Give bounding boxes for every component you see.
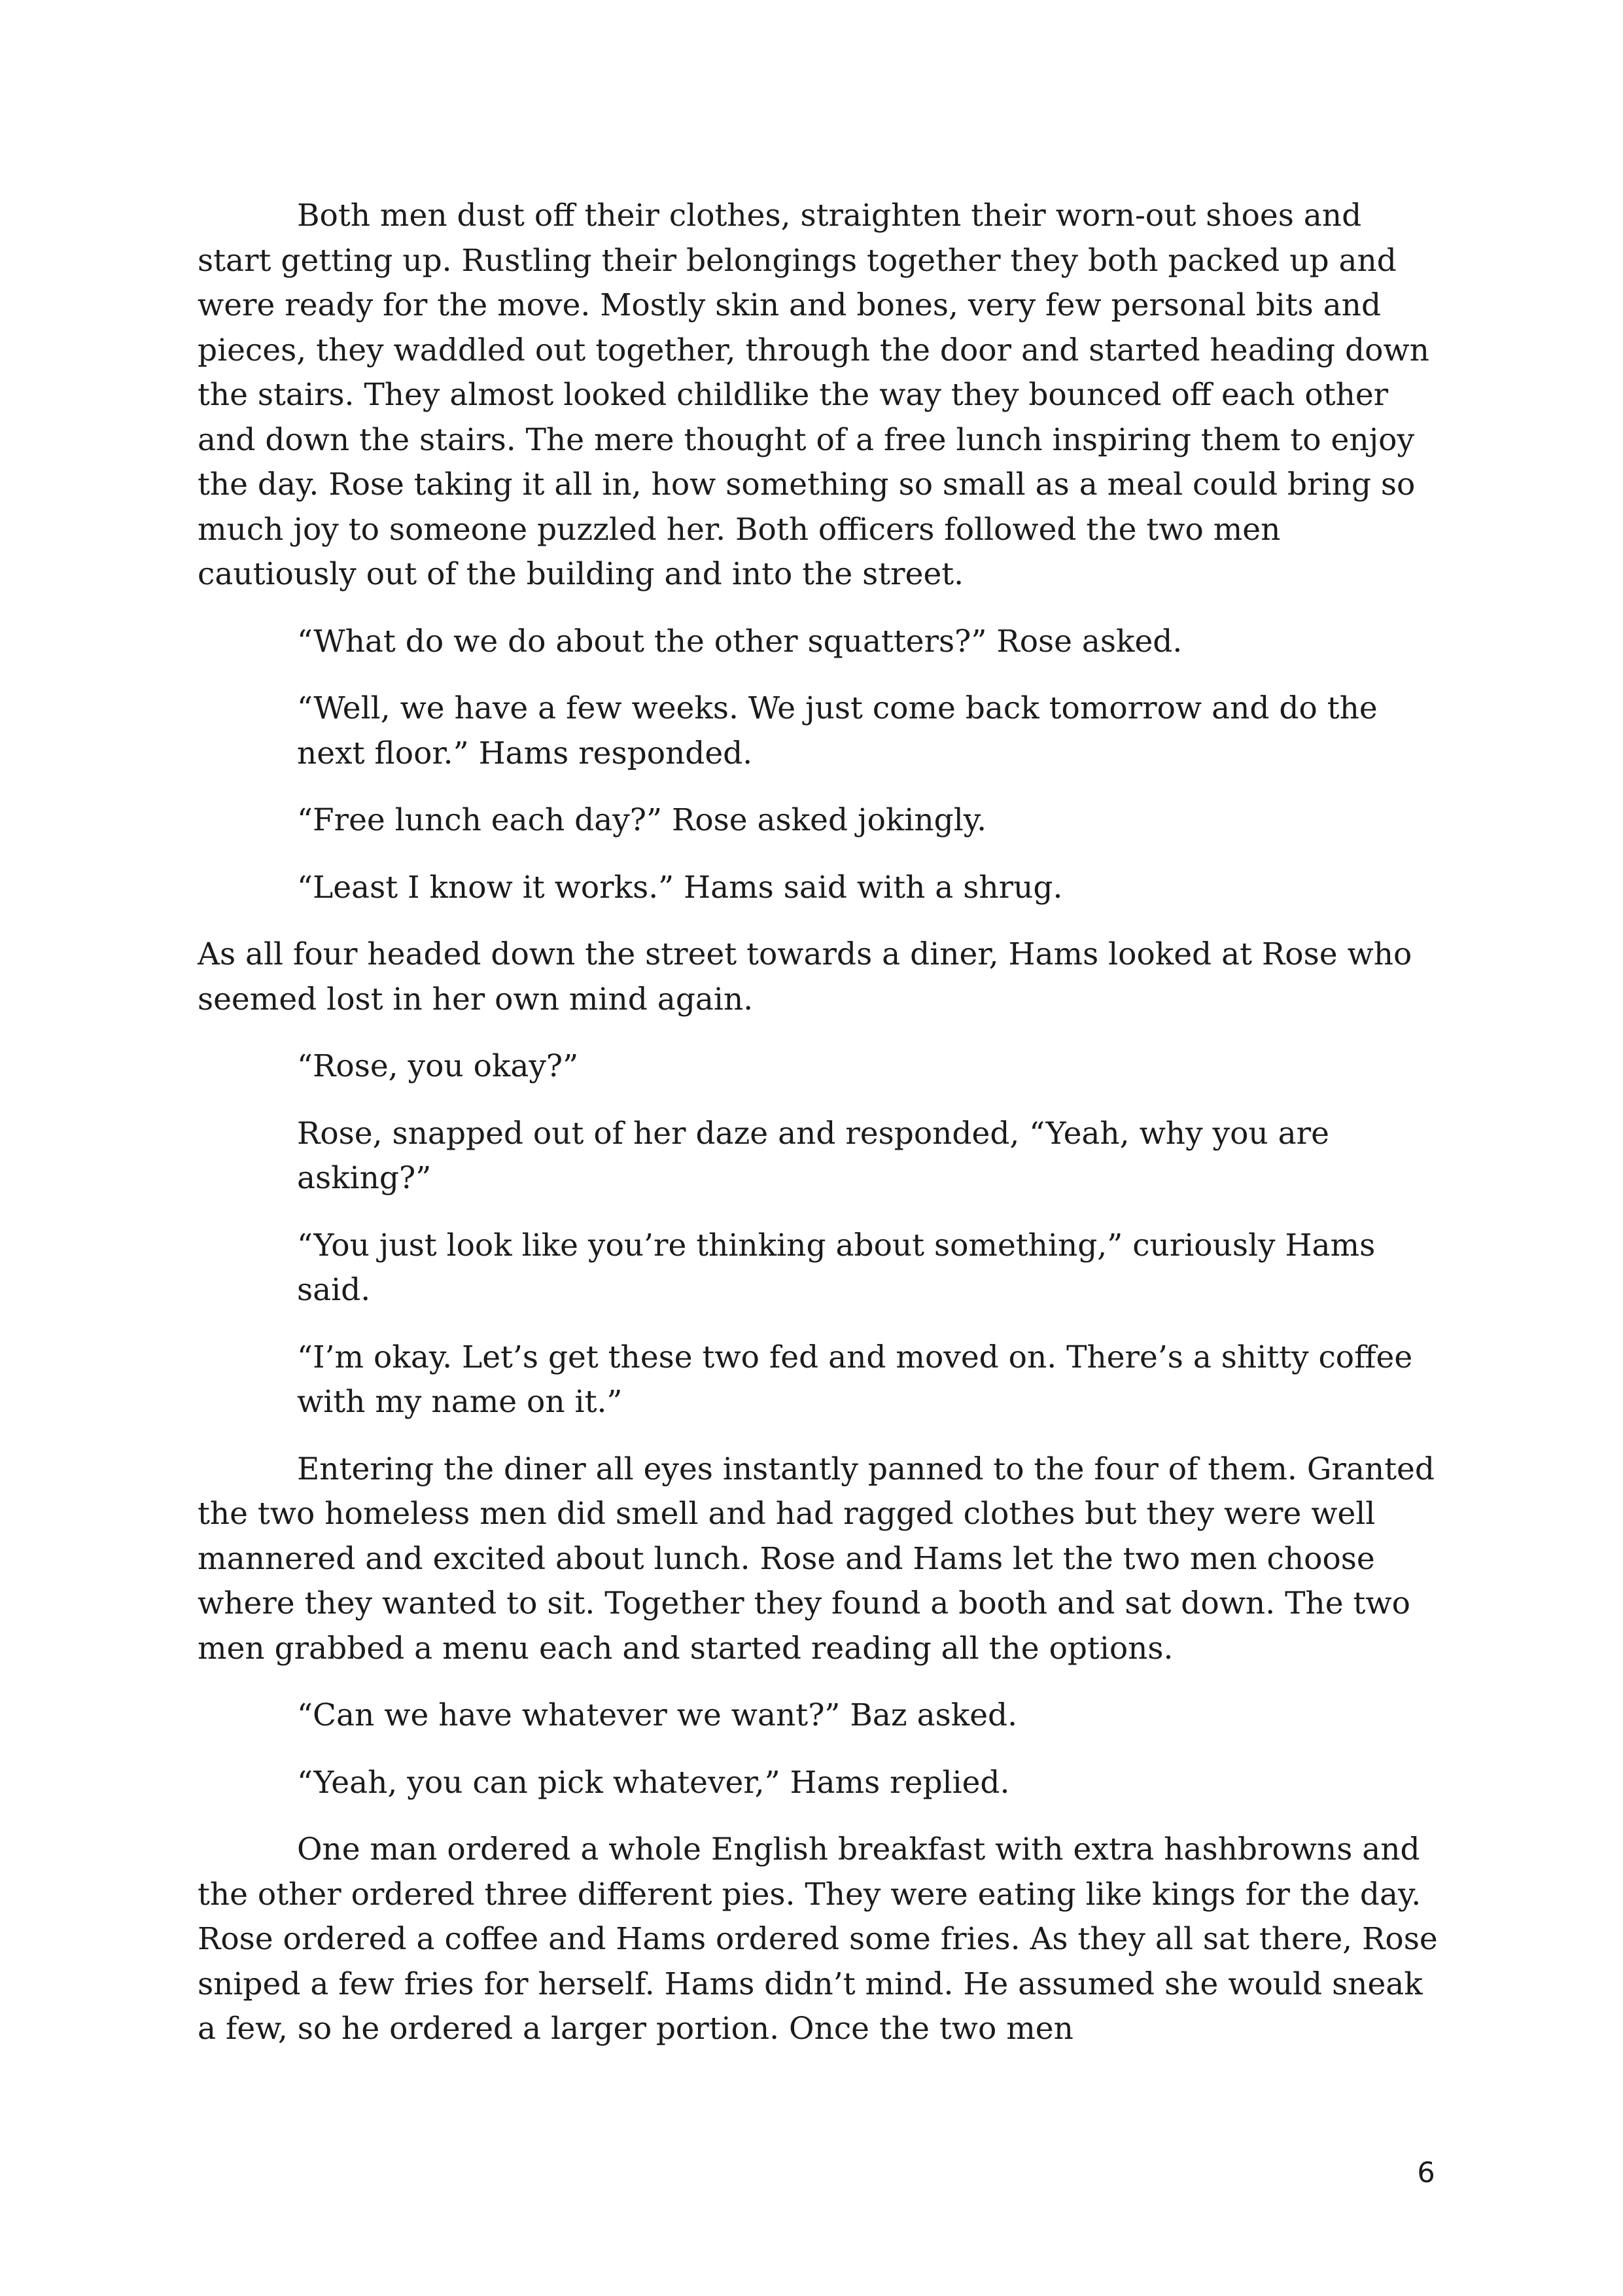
paragraph-dialogue: “Free lunch each day?” Rose asked jokingly.: [297, 802, 987, 838]
paragraph-narrative: One man ordered a whole English breakfast with extra hashbrowns and the other ordered three different pies. They were eating like kings for the day. Rose ordered a coffee and Hams ordered some fries. As they all sat there, Rose sniped a few fries for herself. Hams didn’t mind. He assumed she would sneak a few, so he ordered a larger portion. Once the two men: [198, 1831, 1438, 2047]
paragraph-dialogue: “Well, we have a few weeks. We just come back tomorrow and do the next floor.” Hams responded.: [297, 690, 1378, 771]
paragraph-narrative: Entering the diner all eyes instantly panned to the four of them. Granted the two homeless men did smell and had ragged clothes but they were well mannered and excited about lunch. Rose and Hams let the two men choose where they wanted to sit. Together they found a booth and sat down. The two men grabbed a menu each and started reading all the options.: [198, 1451, 1435, 1667]
paragraph-narrative: As all four headed down the street towards a diner, Hams looked at Rose who seemed lost in her own mind again.: [198, 936, 1412, 1017]
paragraph-dialogue: “You just look like you’re thinking about something,” curiously Hams said.: [297, 1227, 1376, 1308]
paragraph-dialogue: “Yeah, you can pick whatever,” Hams replied.: [297, 1764, 1010, 1801]
paragraph-narrative: Both men dust off their clothes, straighten their worn-out shoes and start getting up. Rustling their belongings together they both packed up and were ready for the move. Mostly skin and bones, very few personal bits and pieces, they waddled out together, through the door and started heading down the stairs. They almost looked childlike the way they bounced off each other and down the stairs. The mere thought of a free lunch inspiring them to enjoy the day. Rose taking it all in, how something so small as a meal could bring so much joy to someone puzzled her. Both officers followed the two men cautiously out of the building and into the street.: [198, 198, 1429, 592]
paragraph-dialogue: “Rose, you okay?”: [297, 1048, 579, 1084]
page-number: 6: [1417, 2157, 1435, 2189]
paragraph-dialogue: “I’m okay. Let’s get these two fed and moved on. There’s a shitty coffee with my name on it.”: [297, 1339, 1413, 1420]
paragraph-dialogue: “What do we do about the other squatters?” Rose asked.: [297, 623, 1183, 660]
paragraph-dialogue: Rose, snapped out of her daze and responded, “Yeah, why you are asking?”: [297, 1115, 1329, 1196]
paragraph-dialogue: “Can we have whatever we want?” Baz asked.: [297, 1697, 1018, 1733]
paragraph-dialogue: “Least I know it works.” Hams said with a shrug.: [297, 869, 1063, 906]
body-text: [198, 194, 1440, 2074]
